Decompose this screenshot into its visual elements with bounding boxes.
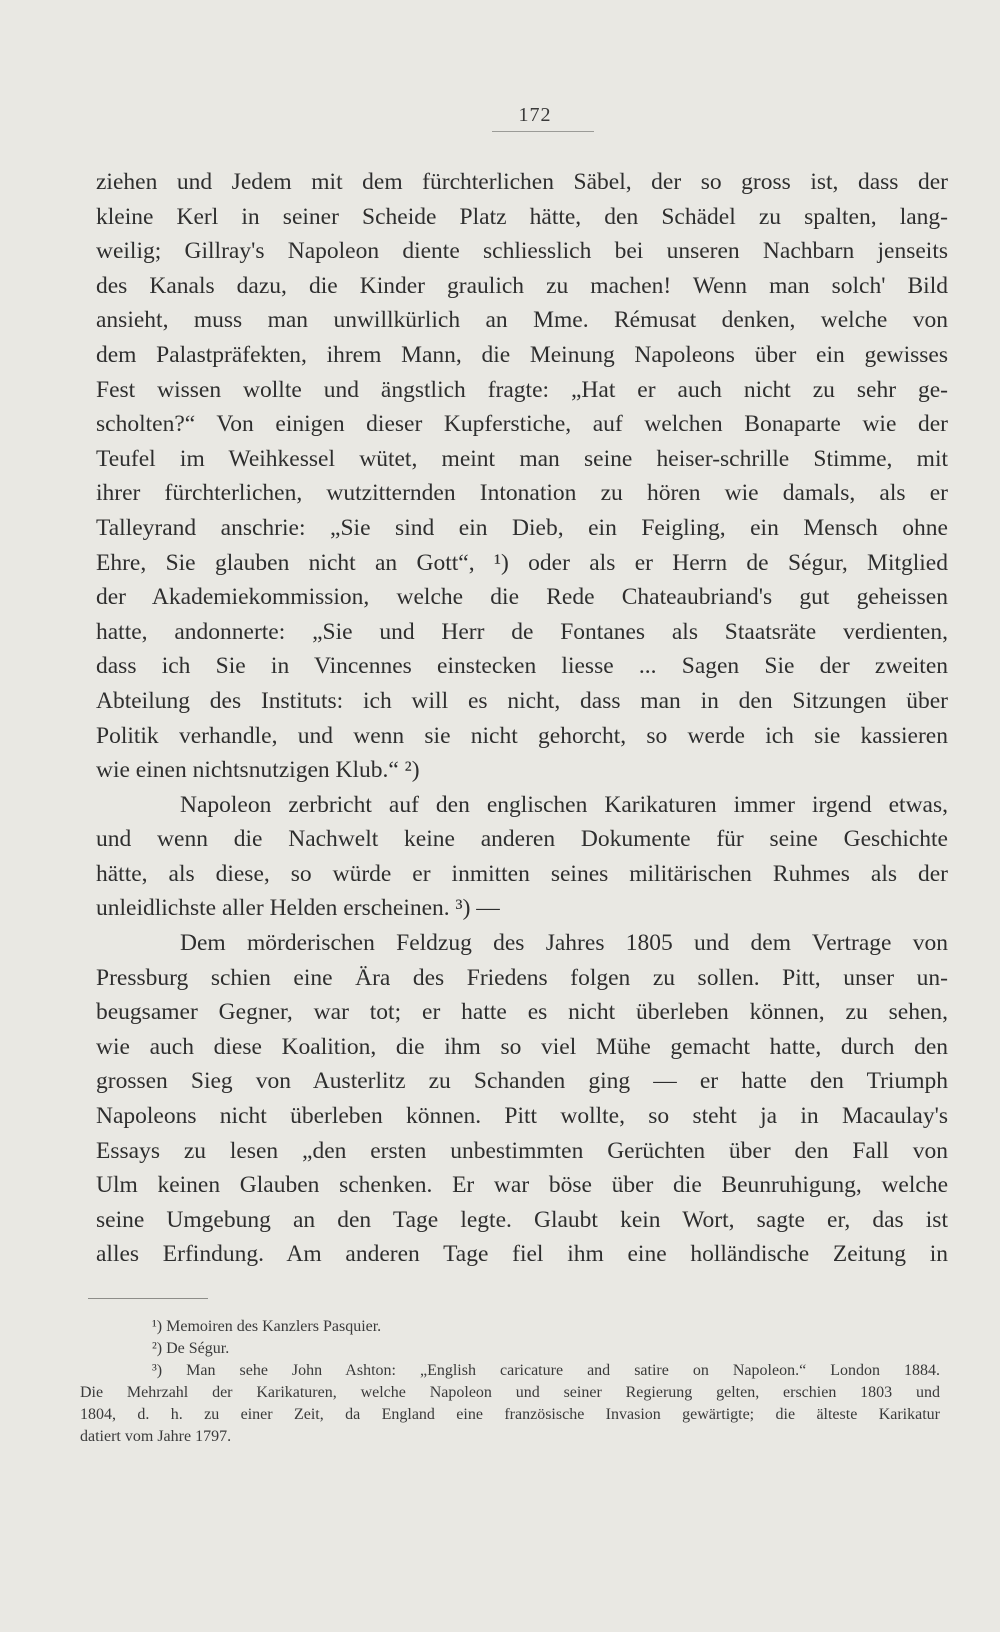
text-line: wie einen nichtsnutzigen Klub.“ ²) (96, 757, 420, 784)
footnote-3: ³) Man sehe John Ashton: „English caricature and satire on Napoleon.“ London 1884. (152, 1362, 940, 1379)
text-line: Fest wissen wollte und ängstlich fragte: „Hat er auch nicht zu sehr ge- (96, 376, 948, 403)
text-line: unleidlichste aller Helden erscheinen. ³) — (96, 895, 500, 922)
footnote-3-continued: 1804, d. h. zu einer Zeit, da England eine französische Invasion gewärtigte; die älteste Karikatur (80, 1406, 940, 1423)
text-line: seine Umgebung an den Tage legte. Glaubt kein Wort, sagte er, das ist (96, 1206, 948, 1233)
text-line: alles Erfindung. Am anderen Tage fiel ihm eine holländische Zeitung in (96, 1241, 948, 1268)
body-text (96, 165, 948, 1272)
footnote-2: ²) De Ségur. (152, 1340, 230, 1357)
page-number: 172 (518, 104, 552, 126)
text-line: der Akademiekommission, welche die Rede Chateaubriand's gut geheissen (96, 584, 948, 611)
text-line: hatte, andonnerte: „Sie und Herr de Fontanes als Staatsräte verdienten, (96, 618, 948, 645)
text-line: Ehre, Sie glauben nicht an Gott“, ¹) oder als er Herrn de Ségur, Mitglied (96, 549, 948, 576)
text-line: Napoleons nicht überleben können. Pitt wollte, so steht ja in Macaulay's (96, 1103, 948, 1130)
text-line: Politik verhandle, und wenn sie nicht gehorcht, so werde ich sie kassieren (96, 722, 948, 749)
text-line: Dem mörderischen Feldzug des Jahres 1805 und dem Vertrage von (180, 930, 948, 957)
text-line: Teufel im Weihkessel wütet, meint man seine heiser-schrille Stimme, mit (96, 445, 948, 472)
text-line: scholten?“ Von einigen dieser Kupferstiche, auf welchen Bonaparte wie der (96, 411, 948, 438)
text-line: Talleyrand anschrie: „Sie sind ein Dieb, ein Feigling, ein Mensch ohne (96, 514, 948, 541)
text-line: beugsamer Gegner, war tot; er hatte es nicht überleben können, zu sehen, (96, 999, 948, 1026)
text-line: ihrer fürchterlichen, wutzitternden Intonation zu hören wie damals, als er (96, 480, 948, 507)
footnote-3-continued: Die Mehrzahl der Karikaturen, welche Napoleon und seiner Regierung gelten, erschien 1803 und (80, 1384, 940, 1401)
text-line: des Kanals dazu, die Kinder graulich zu machen! Wenn man solch' Bild (96, 272, 948, 299)
text-line: weilig; Gillray's Napoleon diente schliesslich bei unseren Nachbarn jenseits (96, 238, 948, 265)
footnote-1: ¹) Memoiren des Kanzlers Pasquier. (152, 1318, 382, 1335)
text-line: Pressburg schien eine Ära des Friedens folgen zu sollen. Pitt, unser un- (96, 964, 948, 991)
text-line: hätte, als diese, so würde er inmitten seines militärischen Ruhmes als der (96, 860, 948, 887)
text-line: ziehen und Jedem mit dem fürchterlichen Säbel, der so gross ist, dass der (96, 169, 948, 195)
text-line: Abteilung des Instituts: ich will es nicht, dass man in den Sitzungen über (96, 687, 948, 714)
text-line: dass ich Sie in Vincennes einstecken liesse ... Sagen Sie der zweiten (96, 653, 948, 680)
text-line: grossen Sieg von Austerlitz zu Schanden ging — er hatte den Triumph (96, 1068, 948, 1095)
text-line: und wenn die Nachwelt keine anderen Dokumente für seine Geschichte (96, 826, 948, 853)
text-line: Essays zu lesen „den ersten unbestimmten Gerüchten über den Fall von (96, 1137, 948, 1164)
footnote-rule (88, 1298, 208, 1299)
text-line: Ulm keinen Glauben schenken. Er war böse über die Beunruhigung, welche (96, 1172, 948, 1199)
footnote-3-continued: datiert vom Jahre 1797. (80, 1428, 232, 1445)
text-line: dem Palastpräfekten, ihrem Mann, die Meinung Napoleons über ein gewisses (96, 341, 948, 368)
text-line: kleine Kerl in seiner Scheide Platz hätte, den Schädel zu spalten, lang- (96, 203, 948, 230)
text-line: wie auch diese Koalition, die ihm so viel Mühe gemacht hatte, durch den (96, 1033, 948, 1060)
footnotes (80, 1316, 940, 1448)
page-number-rule (492, 131, 594, 132)
text-line: Napoleon zerbricht auf den englischen Karikaturen immer irgend etwas, (180, 791, 948, 818)
text-line: ansieht, muss man unwillkürlich an Mme. Rémusat denken, welche von (96, 307, 948, 334)
